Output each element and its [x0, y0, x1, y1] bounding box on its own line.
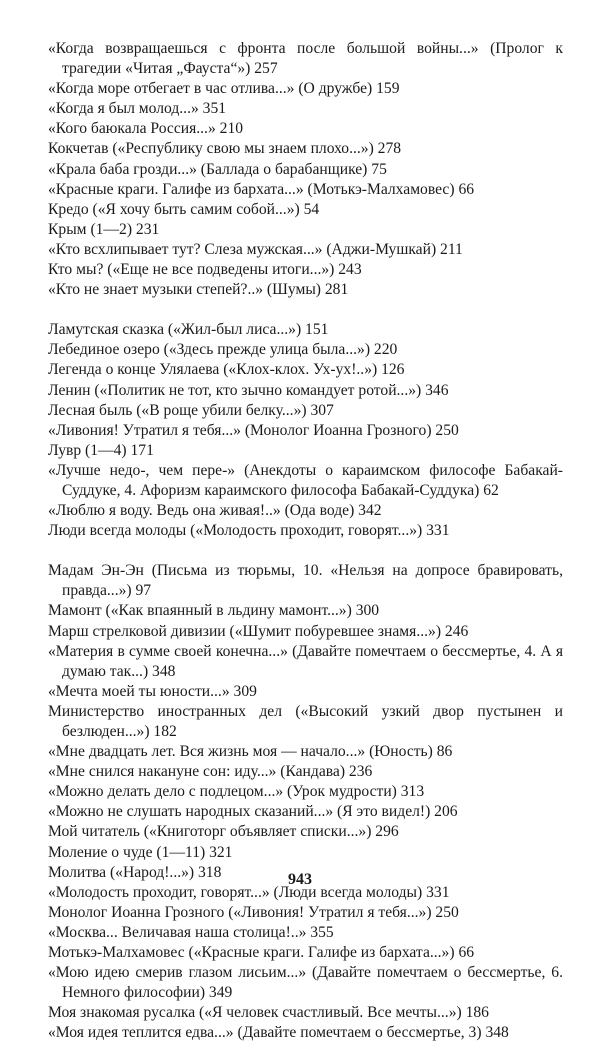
- index-entry: Моление о чуде (1—11) 321: [48, 843, 233, 861]
- index-entry: Мамонт («Как впаянный в льдину мамонт...») 300: [48, 602, 380, 620]
- index-entry: «Когда море отбегает в час отлива...» (О дружбе) 159: [48, 80, 400, 98]
- section-gap: [48, 300, 563, 320]
- index-entry: «Москва... Величавая наша столица!..» 355: [48, 923, 334, 941]
- index-entry: «Кто всхлипывает тут? Слеза мужская...» (Аджи-Мушкай) 211: [48, 240, 463, 258]
- index-entry: «Молодость проходит, говорят...» (Люди всегда молоды) 331: [48, 883, 450, 901]
- index-entry: Кто мы? («Еще не все подведены итоги...») 243: [48, 261, 362, 279]
- index-entry: «Моя идея теплится едва...» (Давайте помечтаем о бессмертье, 3) 348: [48, 1024, 509, 1042]
- index-entry: Лебединое озеро («Здесь прежде улица была...») 220: [48, 341, 398, 359]
- index-entry: Лувр (1—4) 171: [48, 441, 154, 459]
- index-entry: Ламутская сказка («Жил-был лиса...») 151: [48, 321, 329, 339]
- index-entry: «Красные краги. Галифе из бархата...» (Мотькэ-Малхамовес) 66: [48, 180, 475, 198]
- index-entry: Кредо («Я хочу быть самим собой...») 54: [48, 200, 320, 218]
- index-entry: Легенда о конце Улялаева («Клох-клох. Ух-ух!..») 126: [48, 361, 405, 379]
- index-entry: Монолог Иоанна Грозного («Ливония! Утратил я тебя...») 250: [48, 903, 459, 921]
- index-entry: «Когда возвращаешься с фронта после большой войны...» (Пролог к трагедии «Читая „Фауста“») 257: [48, 40, 563, 78]
- index-entry: «Материя в сумме своей конечна...» (Давайте помечтаем о бессмертье, 4. А я думаю так...) 348: [48, 642, 563, 680]
- index-entry: Мой читатель («Книготорг объявляет списки...») 296: [48, 823, 399, 841]
- index-entry: «Мечта моей ты юности...» 309: [48, 682, 257, 700]
- index-entry: Молитва («Народ!...») 318: [48, 863, 222, 881]
- index-entry: Мотькэ-Малхамовес («Красные краги. Галифе из бархата...») 66: [48, 944, 475, 962]
- index-entry: Крым (1—2) 231: [48, 220, 160, 238]
- index-entry: Моя знакомая русалка («Я человек счастливый. Все мечты...») 186: [48, 1004, 489, 1022]
- section-gap: [48, 541, 563, 561]
- page-number: 943: [288, 871, 312, 888]
- index-entry: Ленин («Политик не тот, кто зычно командует ротой...») 346: [48, 381, 449, 399]
- index-entry: «Кто не знает музыки степей?..» (Шумы) 281: [48, 281, 349, 299]
- index-entry: «Лучше недо-, чем пере-» (Анекдоты о караимском философе Бабакай-Суддуке, 4. Афоризм караимского философа Бабакай-Суддука) 62: [48, 461, 563, 499]
- index-entry: Лесная быль («В роще убили белку...») 307: [48, 401, 334, 419]
- index-entry: «Люблю я воду. Ведь она живая!..» (Ода воде) 342: [48, 502, 382, 520]
- index-entry: «Ливония! Утратил я тебя...» (Монолог Иоанна Грозного) 250: [48, 421, 459, 439]
- index-entry: «Можно не слушать народных сказаний...» (Я это видел!) 206: [48, 803, 458, 821]
- index-entry: «Мою идею смерив глазом лисьим...» (Давайте помечтаем о бессмертье, 6. Немного философии) 349: [48, 964, 563, 1002]
- index-entry: Кокчетав («Республику свою мы знаем плохо...») 278: [48, 140, 402, 158]
- index-list: [48, 39, 563, 1044]
- index-entry: «Крала баба грозди...» (Баллада о барабанщике) 75: [48, 160, 387, 178]
- index-entry: «Мне двадцать лет. Вся жизнь моя — начало...» (Юность) 86: [48, 743, 453, 761]
- index-entry: Люди всегда молоды («Молодость проходит, говорят...») 331: [48, 522, 450, 540]
- index-entry: «Когда я был молод...» 351: [48, 100, 227, 118]
- index-entry: «Можно делать дело с подлецом...» (Урок мудрости) 313: [48, 783, 425, 801]
- index-entry: Мадам Эн-Эн (Письма из тюрьмы, 10. «Нельзя на допросе бравировать, правда...») 97: [48, 562, 563, 600]
- index-entry: Министерство иностранных дел («Высокий узкий двор пустынен и безлюден...») 182: [48, 702, 563, 740]
- index-entry: «Мне снился накануне сон: иду...» (Кандава) 236: [48, 763, 373, 781]
- index-entry: «Кого баюкала Россия...» 210: [48, 120, 244, 138]
- index-entry: Марш стрелковой дивизии («Шумит побуревшее знамя...») 246: [48, 622, 469, 640]
